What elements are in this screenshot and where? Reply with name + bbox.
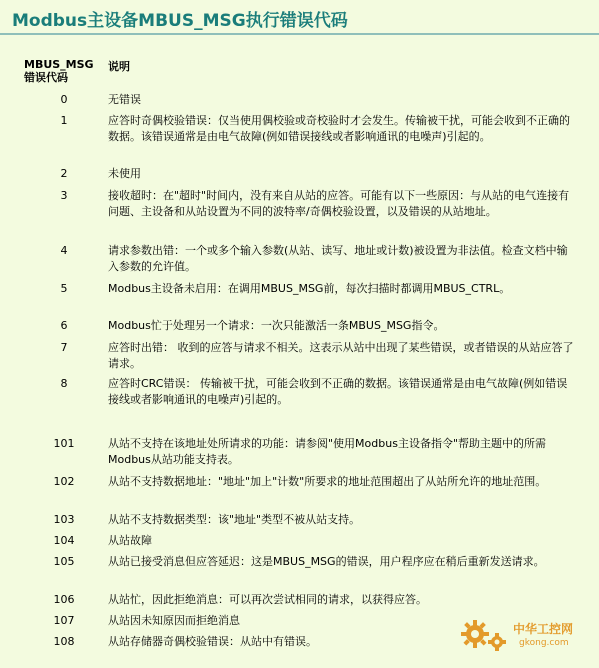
error-description: 从站不支持在该地址处所请求的功能：请参阅"使用Modbus主设备指令"帮助主题中的所需Modbus从站功能支持表。	[108, 437, 547, 466]
error-code: 106	[53, 593, 75, 606]
error-description: 从站不支持数据地址："地址"加上"计数"所要求的地址范围超出了从站所允许的地址范围。	[108, 475, 547, 488]
error-code: 5	[60, 282, 68, 295]
error-code: 2	[60, 167, 68, 180]
error-code: 3	[60, 189, 68, 202]
watermark-text: 中华工控网	[513, 622, 574, 636]
error-code: 4	[60, 244, 68, 257]
title-divider	[0, 33, 599, 35]
error-code: 104	[53, 534, 75, 547]
error-description: 未使用	[108, 167, 141, 180]
error-description: 从站因未知原因而拒绝消息	[108, 614, 240, 627]
error-code: 8	[60, 377, 68, 390]
error-code: 102	[53, 475, 75, 488]
error-description: 请求参数出错：一个或多个输入参数(从站、读写、地址或计数)被设置为非法值。检查文档中输入参数的允许值。	[108, 244, 568, 273]
error-description: Modbus忙于处理另一个请求：一次只能激活一条MBUS_MSG指令。	[108, 319, 445, 332]
error-description: 从站忙，因此拒绝消息：可以再次尝试相同的请求，以获得应答。	[108, 593, 427, 606]
error-description: Modbus主设备未启用：在调用MBUS_MSG前，每次扫描时都调用MBUS_CTRL。	[108, 282, 511, 295]
error-description: 应答时CRC错误： 传输被干扰，可能会收到不正确的数据。该错误通常是由电气故障(例如错误接线或者影响通讯的电噪声)引起的。	[108, 377, 568, 406]
page-title: Modbus主设备MBUS_MSG执行错误代码	[12, 11, 348, 31]
error-description: 接收超时：在"超时"时间内，没有来自从站的应答。可能有以下一些原因：与从站的电气连接有问题、主设备和从站设置为不同的波特率/奇偶校验设置，以及错误的从站地址。	[108, 189, 570, 218]
error-code: 105	[53, 555, 75, 568]
watermark	[459, 612, 589, 658]
error-description: 应答时奇偶校验错误：仅当使用偶校验或奇校验时才会发生。传输被干扰，可能会收到不正确的数据。该错误通常是由电气故障(例如错误接线或者影响通讯的电噪声)引起的。	[108, 114, 570, 143]
error-code: 101	[53, 437, 75, 450]
error-code: 6	[60, 319, 68, 332]
error-code: 108	[53, 635, 75, 648]
error-description: 从站故障	[108, 534, 152, 547]
error-description: 从站不支持数据类型：该"地址"类型不被从站支持。	[108, 513, 361, 526]
title-bar	[0, 0, 599, 36]
error-description: 从站存储器奇偶校验错误：从站中有错误。	[108, 635, 317, 648]
error-code: 1	[60, 114, 68, 127]
error-description: 从站已接受消息但应答延迟：这是MBUS_MSG的错误，用户程序应在稍后重新发送请求。	[108, 555, 545, 568]
column-header-description: 说明	[108, 60, 130, 73]
error-code: 103	[53, 513, 75, 526]
error-code: 7	[60, 341, 68, 354]
error-code: 107	[53, 614, 75, 627]
error-code: 0	[60, 93, 68, 106]
watermark-url: gkong.com	[519, 638, 569, 648]
gear-icon	[459, 612, 511, 658]
column-header-code: MBUS_MSG 错误代码	[24, 58, 94, 84]
error-description: 无错误	[108, 93, 141, 106]
error-description: 应答时出错： 收到的应答与请求不相关。这表示从站中出现了某些错误，或者错误的从站应答了请求。	[108, 341, 574, 370]
